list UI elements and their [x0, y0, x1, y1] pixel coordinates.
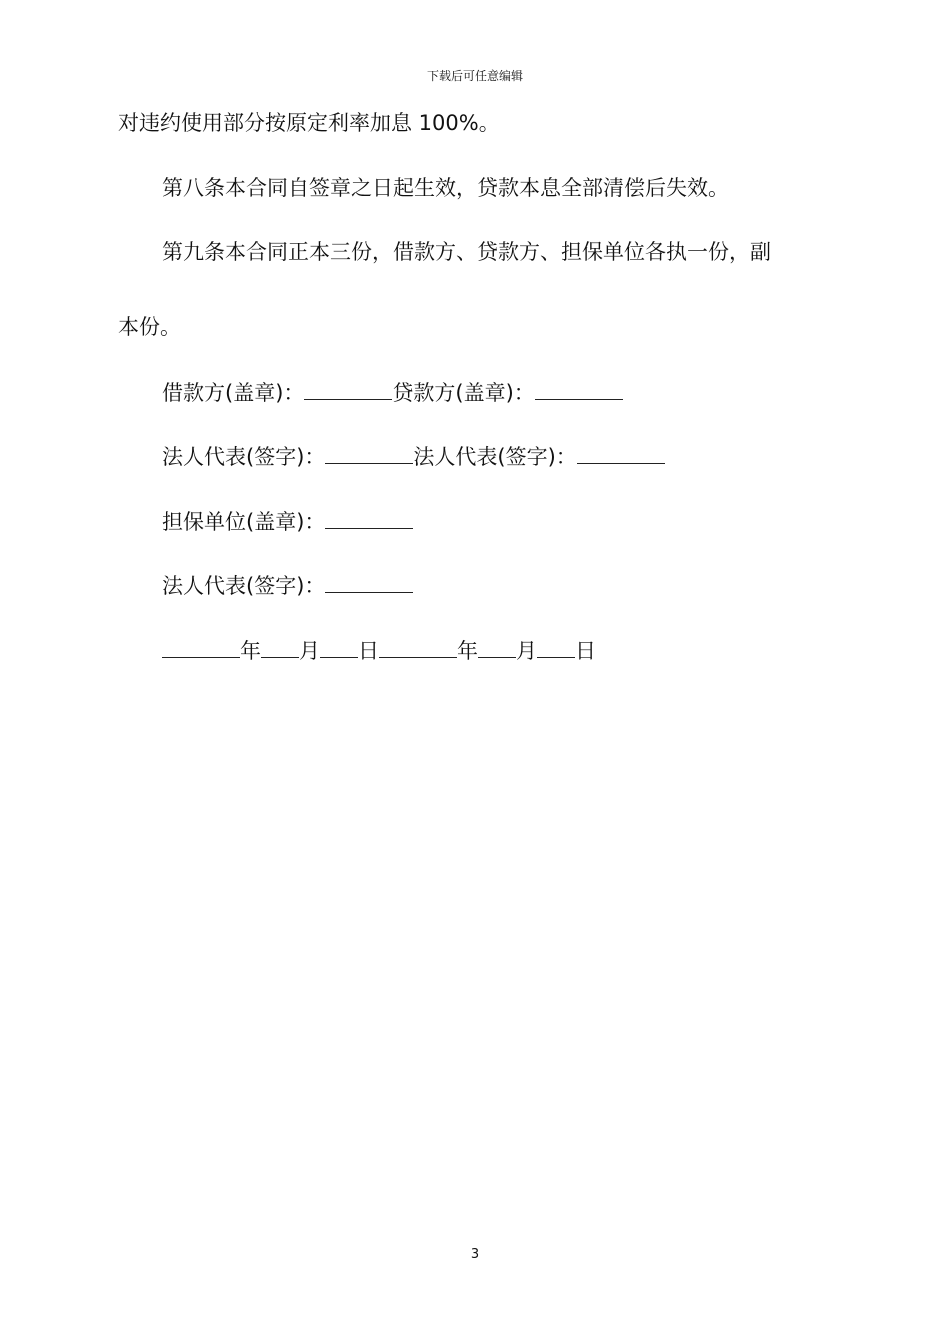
month-label-1: 月: [299, 639, 320, 663]
paragraph-article-9: 第九条本合同正本三份，借款方、贷款方、担保单位各执一份，副: [162, 240, 771, 264]
day-blank-2: [537, 635, 575, 658]
borrower-legal-rep-blank: [325, 441, 413, 464]
month-label-2: 月: [516, 639, 537, 663]
signature-row-legal-reps: [162, 441, 665, 472]
year-label-1: 年: [240, 639, 261, 663]
lender-legal-rep-label: 法人代表(签字)：: [413, 445, 577, 469]
year-label-2: 年: [457, 639, 478, 663]
signature-row-guarantor-rep: [162, 570, 413, 601]
year-blank-1: [162, 635, 240, 658]
month-blank-2: [478, 635, 516, 658]
borrower-legal-rep-label: 法人代表(签字)：: [162, 445, 326, 469]
lender-seal-label: 贷款方(盖章)：: [392, 381, 535, 405]
guarantor-legal-rep-blank: [325, 570, 413, 593]
signature-row-guarantor: [162, 506, 413, 537]
borrower-seal-label: 借款方(盖章)：: [162, 381, 305, 405]
signature-row-parties: [162, 377, 623, 408]
borrower-seal-blank: [304, 377, 392, 400]
paragraph-article-9-continued: 本份。: [118, 315, 181, 339]
lender-seal-blank: [535, 377, 623, 400]
paragraph-article-8: 第八条本合同自签章之日起生效，贷款本息全部清偿后失效。: [162, 176, 729, 200]
lender-legal-rep-blank: [577, 441, 665, 464]
year-blank-2: [379, 635, 457, 658]
guarantor-seal-label: 担保单位(盖章)：: [162, 510, 326, 534]
page-header: 下载后可任意编辑: [426, 69, 523, 83]
date-row: [162, 635, 596, 666]
day-label-2: 日: [575, 639, 596, 663]
day-blank-1: [320, 635, 358, 658]
guarantor-legal-rep-label: 法人代表(签字)：: [162, 574, 326, 598]
day-label-1: 日: [358, 639, 379, 663]
guarantor-seal-blank: [325, 506, 413, 529]
page-number: 3: [470, 1247, 480, 1262]
month-blank-1: [261, 635, 299, 658]
paragraph-penalty-interest: 对违约使用部分按原定利率加息 100%。: [118, 111, 500, 135]
